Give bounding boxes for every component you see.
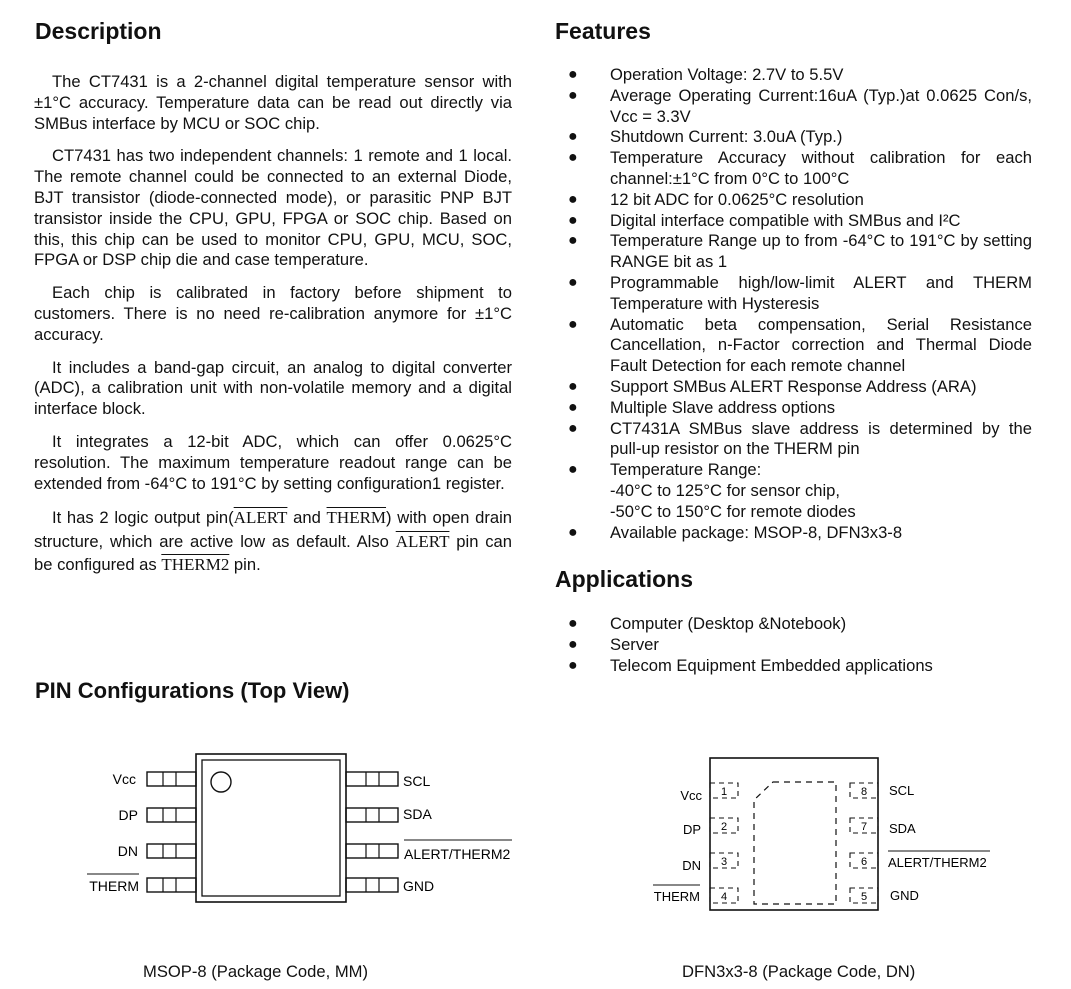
feature-item: ● Digital interface compatible with SMBus and I²C (568, 211, 1032, 232)
dfn-pad-number-5: 5 (860, 891, 868, 903)
application-item: ● Telecom Equipment Embedded applications (568, 656, 1032, 677)
description-paragraph-5: It integrates a 12-bit ADC, which can offer 0.0625°C resolution. The maximum temperature readout range can be extended from -64°C to 191°C by setting configuration1 register. (34, 431, 512, 493)
temp-range-title: ● Temperature Range: (610, 460, 762, 480)
msop-pin-label-alert-therm2: ALERT/THERM2 (404, 846, 511, 862)
dfn-left-pads (710, 783, 738, 903)
dfn8-diagram (648, 754, 1008, 924)
feature-item: ● Average Operating Current:16uA (Typ.)at 0.0625 Con/s, Vcc = 3.3V (568, 86, 1032, 128)
dfn-body (710, 758, 878, 910)
msop-left-lead-2 (147, 808, 196, 822)
msop-pin-label-dp: DP (118, 807, 138, 823)
features-list (568, 65, 1032, 543)
dfn-pad-number-2: 2 (720, 821, 728, 833)
temp-range-line-1: -40°C to 125°C for sensor chip, (610, 480, 841, 500)
dfn-pad-number-6: 6 (860, 856, 868, 868)
p6-alert-signal: ALERT (233, 508, 288, 528)
feature-item: ● Programmable high/low-limit ALERT and THERM Temperature with Hysteresis (568, 273, 1032, 315)
dfn-pin-label-dp: DP (682, 822, 701, 837)
p6-alert-signal-2: ALERT (395, 531, 450, 551)
dfn-pin-label-therm: THERM (653, 889, 700, 904)
feature-item: ● Support SMBus ALERT Response Address (ARA) (568, 377, 1032, 398)
msop-left-lead-3 (147, 844, 196, 858)
application-item: ● Server (568, 635, 1032, 656)
description-paragraph-3: Each chip is calibrated in factory before shipment to customers. There is no need re-calibration anymore for ±1°C accuracy. (34, 283, 512, 344)
dfn-pad-number-1: 1 (720, 786, 728, 798)
description-paragraph-2: CT7431 has two independent channels: 1 remote and 1 local. The remote channel could be connected to an external Diode, BJT transistor (diode-connected mode), or parasitic PNP BJT transistor inside the CPU, GPU, FPGA or SOC chip. Based on this, this chip can be used to monitor CPU, GPU, MCU, SOC, FPGA or DSP chip die and case temperature. (34, 146, 512, 270)
description-paragraph-6 (34, 506, 512, 577)
msop-pin-label-sda: SDA (403, 806, 432, 822)
msop-right-leads (346, 772, 398, 892)
feature-item-temp-range (568, 460, 1032, 522)
dfn-exposed-pad (754, 782, 836, 904)
description-body (34, 72, 512, 589)
msop-pin-label-gnd: GND (403, 878, 435, 894)
msop-right-lead-7 (346, 808, 398, 822)
dfn-right-pads (850, 783, 878, 903)
msop-body-outer (196, 754, 346, 902)
pin-config-heading: PIN Configurations (Top View) (35, 678, 350, 703)
dfn8-caption: DFN3x3-8 (Package Code, DN) (682, 962, 916, 981)
p6-text-d: pin can be configured as (34, 531, 512, 575)
p6-text-e: pin. (229, 555, 261, 575)
applications-heading: Applications (555, 566, 694, 592)
p6-text-c: ) with open drain structure, which are active low as default. Also (34, 508, 512, 551)
msop-right-lead-5 (346, 878, 398, 892)
feature-item: ● 12 bit ADC for 0.0625°C resolution (568, 190, 1032, 211)
temp-range-line-2: -50°C to 150°C for remote diodes (610, 501, 856, 521)
dfn-pin-label-vcc: Vcc (680, 788, 702, 803)
msop-right-lead-8 (346, 772, 398, 786)
applications-list (568, 614, 1032, 676)
pin1-marker-dot (211, 772, 231, 792)
feature-item: ● Automatic beta compensation, Serial Resistance Cancellation, n-Factor correction and Thermal Diode Fault Detection for each remote channel (568, 315, 1032, 377)
feature-item: ● CT7431A SMBus slave address is determined by the pull-up resistor on the THERM pin (568, 419, 1032, 461)
dfn-pad-number-4: 4 (720, 891, 728, 903)
p6-text-b: and (287, 508, 327, 528)
msop-pin-label-vcc: Vcc (112, 771, 136, 787)
dfn-pin-label-dn: DN (682, 858, 701, 873)
feature-item: ● Available package: MSOP-8, DFN3x3-8 (568, 523, 1032, 544)
dfn-pad-number-8: 8 (860, 786, 868, 798)
applications-list-container (568, 614, 1032, 676)
p6-therm-signal: THERM (326, 508, 387, 528)
msop-left-lead-4 (147, 878, 196, 892)
dfn-pad-number-3: 3 (720, 856, 728, 868)
dfn-pin-label-gnd: GND (890, 888, 919, 903)
msop8-caption: MSOP-8 (Package Code, MM) (143, 962, 369, 981)
dfn-pin-label-scl: SCL (889, 783, 915, 798)
p6-text-a: It has 2 logic output pin( (52, 508, 234, 528)
description-paragraph-1: The CT7431 is a 2-channel digital temperature sensor with ±1°C accuracy. Temperature data can be read out directly via SMBus interface by MCU or SOC chip. (34, 72, 512, 133)
msop-pin-label-therm: THERM (89, 878, 139, 894)
features-list-container (568, 65, 1032, 543)
feature-item: ● Multiple Slave address options (568, 398, 1032, 419)
msop-pin-label-scl: SCL (403, 773, 431, 789)
description-paragraph-4: It includes a band-gap circuit, an analog to digital converter (ADC), a calibration unit with non-volatile memory and a digital interface block. (34, 357, 512, 419)
p6-therm2-signal: THERM2 (161, 555, 230, 575)
feature-item: ● Temperature Range up to from -64°C to 191°C by setting RANGE bit as 1 (568, 231, 1032, 273)
msop-right-lead-6 (346, 844, 398, 858)
dfn-pin-label-sda: SDA (889, 821, 916, 836)
msop-left-leads (147, 772, 196, 892)
feature-item: ● Shutdown Current: 3.0uA (Typ.) (568, 127, 1032, 148)
application-item: ● Computer (Desktop &Notebook) (568, 614, 1032, 635)
feature-item: ● Operation Voltage: 2.7V to 5.5V (568, 65, 1032, 86)
feature-item: ● Temperature Accuracy without calibration for each channel:±1°C from 0°C to 100°C (568, 148, 1032, 190)
features-heading: Features (555, 18, 651, 44)
msop-left-lead-1 (147, 772, 196, 786)
msop-body-inner (202, 760, 340, 896)
dfn-pin-label-alert-therm2: ALERT/THERM2 (888, 855, 987, 870)
dfn-pad-number-7: 7 (860, 821, 868, 833)
msop-pin-label-dn: DN (117, 843, 138, 859)
msop8-diagram (80, 748, 540, 918)
description-heading: Description (35, 18, 162, 44)
